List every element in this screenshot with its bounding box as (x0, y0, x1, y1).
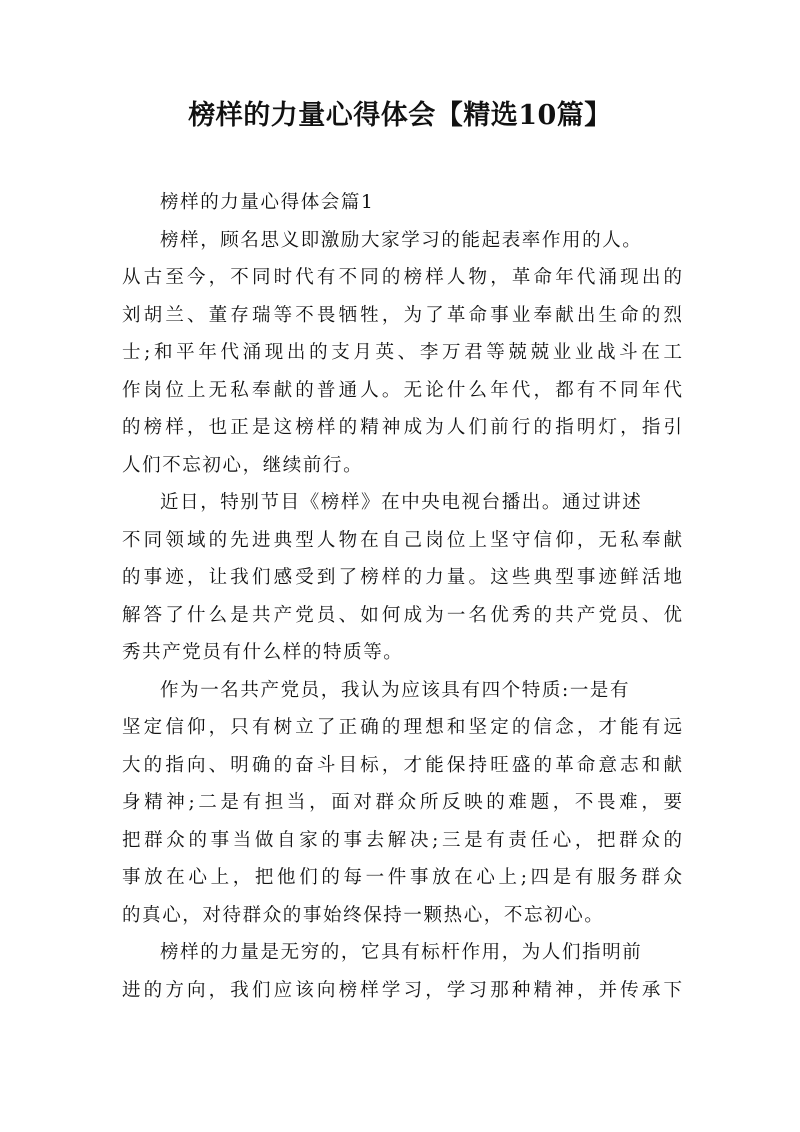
paragraph-line: 从古至今，不同时代有不同的榜样人物，革命年代涌现出的 (122, 267, 682, 288)
paragraph-line: 的榜样，也正是这榜样的精神成为人们前行的指明灯，指引 (122, 417, 682, 438)
paragraph-line: 作为一名共产党员，我认为应该具有四个特质:一是有 (160, 679, 631, 701)
paragraph-line: 解答了什么是共产党员、如何成为一名优秀的共产党员、优 (122, 604, 682, 626)
paragraph-line: 近日，特别节目《榜样》在中央电视台播出。通过讲述 (160, 492, 643, 513)
document-body (122, 184, 682, 1009)
document-title: 榜样的力量心得体会【精选10篇】 (188, 100, 612, 131)
paragraph-line: 榜样的力量是无穷的，它具有标杆作用，为人们指明前 (160, 942, 643, 963)
paragraph-line: 士;和平年代涌现出的支月英、李万君等兢兢业业战斗在工 (122, 342, 682, 363)
paragraph-line: 身精神;二是有担当，面对群众所反映的难题，不畏难，要 (122, 792, 682, 813)
paragraph-line: 大的指向、明确的奋斗目标，才能保持旺盛的革命意志和献 (122, 754, 682, 776)
paragraph-line: 把群众的事当做自家的事去解决;三是有责任心，把群众的 (122, 829, 682, 851)
paragraph-line: 不同领域的先进典型人物在自己岗位上坚守信仰，无私奉献 (122, 529, 682, 551)
paragraph-line: 进的方向，我们应该向榜样学习，学习那种精神，并传承下 (122, 979, 682, 1001)
paragraph-line: 的真心，对待群众的事始终保持一颗热心，不忘初心。 (122, 904, 605, 926)
paragraph-line: 秀共产党员有什么样的特质等。 (122, 642, 404, 663)
paragraph-line: 人们不忘初心，继续前行。 (122, 454, 364, 476)
paragraph-line: 的事迹，让我们感受到了榜样的力量。这些典型事迹鲜活地 (122, 567, 682, 588)
paragraph-line: 作岗位上无私奉献的普通人。无论什么年代，都有不同年代 (122, 379, 682, 401)
paragraph-line: 坚定信仰，只有树立了正确的理想和坚定的信念，才能有远 (122, 717, 682, 738)
section-heading: 榜样的力量心得体会篇1 (160, 192, 375, 213)
paragraph-line: 事放在心上，把他们的每一件事放在心上;四是有服务群众 (122, 867, 682, 888)
paragraph-line: 榜样，顾名思义即激励大家学习的能起表率作用的人。 (160, 229, 643, 251)
paragraph-line: 刘胡兰、董存瑞等不畏牺牲，为了革命事业奉献出生命的烈 (122, 304, 682, 326)
